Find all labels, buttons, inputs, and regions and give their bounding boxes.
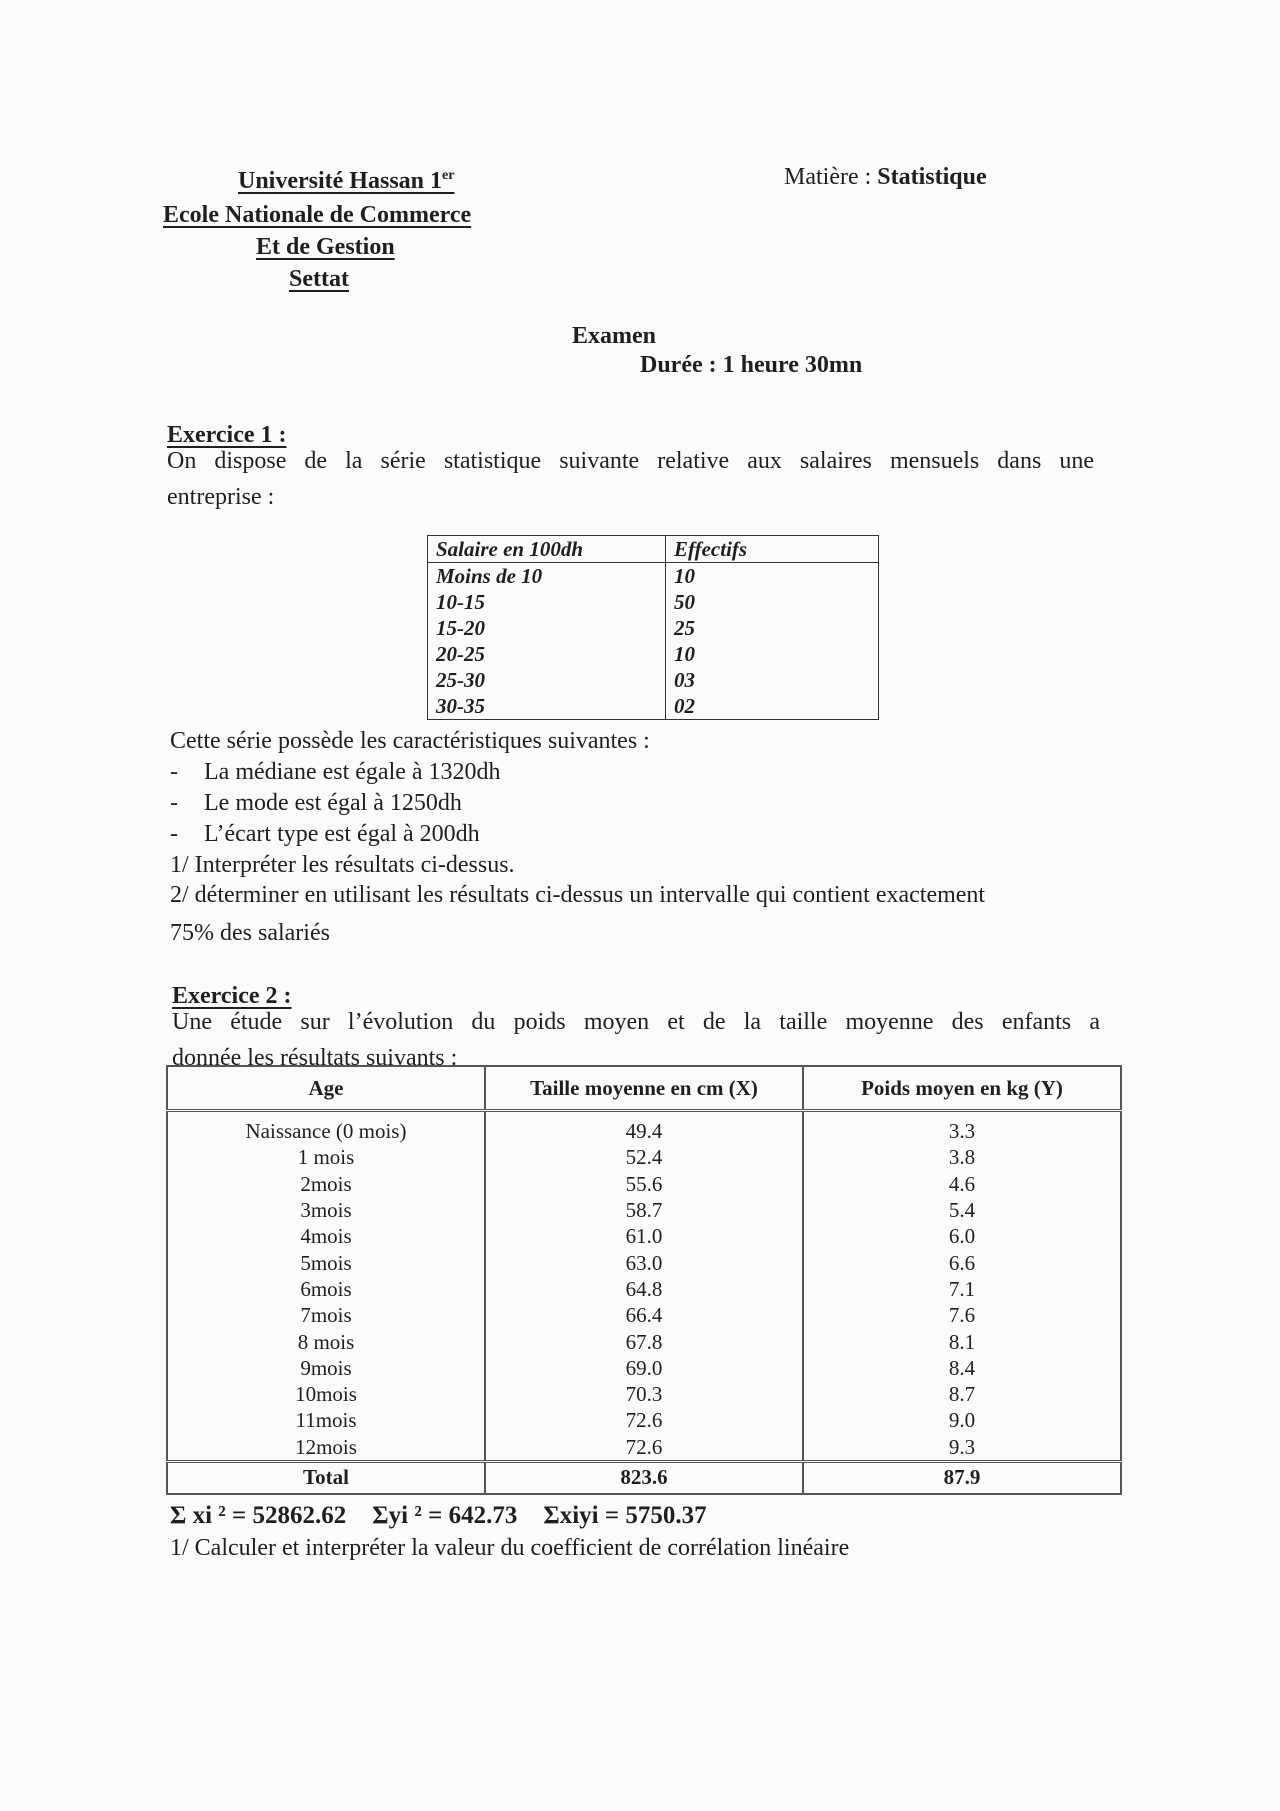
- total-row: [167, 1461, 1121, 1494]
- column-header-salary: Salaire en 100dh: [428, 536, 666, 563]
- table-row: [167, 1223, 1121, 1249]
- table-header-row: [428, 536, 879, 563]
- exam-title: Examen: [572, 323, 656, 349]
- height-cell: 63.0: [485, 1249, 803, 1275]
- salary-class: 15-20: [428, 615, 666, 641]
- sums-line: [170, 1502, 733, 1530]
- age-cell: 4mois: [167, 1223, 485, 1249]
- weight-cell: 3.8: [803, 1144, 1121, 1170]
- table-row: [167, 1249, 1121, 1275]
- exercise-1-intro-line2: entreprise :: [167, 484, 275, 510]
- effectif: 25: [666, 615, 879, 641]
- table-row: [167, 1407, 1121, 1433]
- column-header-age: Age: [167, 1066, 485, 1111]
- age-cell: 1 mois: [167, 1144, 485, 1170]
- weight-cell: 6.0: [803, 1223, 1121, 1249]
- table-row: [428, 641, 879, 667]
- exercise-2-intro-line2: donnée les résultats suivants :: [172, 1045, 458, 1071]
- exercise-1-title: Exercice 1 :: [167, 422, 287, 448]
- column-header-weight: Poids moyen en kg (Y): [803, 1066, 1121, 1111]
- table-row: [428, 693, 879, 720]
- weight-cell: 8.1: [803, 1328, 1121, 1354]
- age-cell: 8 mois: [167, 1328, 485, 1354]
- bullet-mode: - Le mode est égal à 1250dh: [170, 790, 462, 816]
- table-row: [167, 1381, 1121, 1407]
- exercise-2-intro-line1: Une étude sur l’évolution du poids moyen et de la taille moyenne des enfants a: [172, 1009, 1100, 1035]
- city: Settat: [289, 266, 349, 292]
- weight-cell: 5.4: [803, 1197, 1121, 1223]
- salary-class: 30-35: [428, 693, 666, 720]
- salary-class: 10-15: [428, 589, 666, 615]
- height-cell: 67.8: [485, 1328, 803, 1354]
- effectif: 50: [666, 589, 879, 615]
- question-2-1: 1/ Calculer et interpréter la valeur du coefficient de corrélation linéaire: [170, 1535, 850, 1561]
- height-cell: 52.4: [485, 1144, 803, 1170]
- table-row: [167, 1434, 1121, 1462]
- table-row: [428, 615, 879, 641]
- table-row: [167, 1302, 1121, 1328]
- salary-table: [427, 535, 879, 720]
- height-cell: 58.7: [485, 1197, 803, 1223]
- exercise-2-title: Exercice 2 :: [172, 983, 292, 1009]
- age-cell: Naissance (0 mois): [167, 1118, 485, 1144]
- bullet-median: - La médiane est égale à 1320dh: [170, 759, 501, 785]
- age-cell: 11mois: [167, 1407, 485, 1433]
- growth-table: [166, 1065, 1122, 1495]
- age-cell: 10mois: [167, 1381, 485, 1407]
- salary-class: 25-30: [428, 667, 666, 693]
- height-cell: 49.4: [485, 1118, 803, 1144]
- question-1-2-line2: 75% des salariés: [170, 920, 330, 946]
- weight-cell: 6.6: [803, 1249, 1121, 1275]
- age-cell: 12mois: [167, 1434, 485, 1462]
- sum-yi-squared: Σyi ² = 642.73: [372, 1502, 518, 1529]
- table-row: [167, 1171, 1121, 1197]
- effectif: 03: [666, 667, 879, 693]
- table-row: [167, 1328, 1121, 1354]
- table-row: [167, 1355, 1121, 1381]
- weight-cell: 3.3: [803, 1118, 1121, 1144]
- height-cell: 69.0: [485, 1355, 803, 1381]
- weight-cell: 7.1: [803, 1276, 1121, 1302]
- effectif: 10: [666, 563, 879, 590]
- table-row: [428, 589, 879, 615]
- school-name-line1: Ecole Nationale de Commerce: [163, 202, 472, 228]
- exercise-1-intro-line1: On dispose de la série statistique suivante relative aux salaires mensuels dans une: [167, 448, 1094, 474]
- height-cell: 61.0: [485, 1223, 803, 1249]
- table-row: [167, 1144, 1121, 1170]
- weight-cell: 9.0: [803, 1407, 1121, 1433]
- age-cell: 3mois: [167, 1197, 485, 1223]
- effectif: 10: [666, 641, 879, 667]
- age-cell: 9mois: [167, 1355, 485, 1381]
- salary-class: 20-25: [428, 641, 666, 667]
- height-cell: 64.8: [485, 1276, 803, 1302]
- total-label: Total: [167, 1461, 485, 1494]
- school-name-line2: Et de Gestion: [256, 234, 395, 260]
- question-1-1: 1/ Interpréter les résultats ci-dessus.: [170, 852, 515, 878]
- exam-duration: Durée : 1 heure 30mn: [640, 352, 863, 378]
- salary-class: Moins de 10: [428, 563, 666, 590]
- table-row: [428, 563, 879, 590]
- height-cell: 72.6: [485, 1407, 803, 1433]
- weight-cell: 4.6: [803, 1171, 1121, 1197]
- sum-xi-squared: Σ xi ² = 52862.62: [170, 1502, 347, 1529]
- table-header-row: [167, 1066, 1121, 1111]
- weight-cell: 9.3: [803, 1434, 1121, 1462]
- weight-cell: 8.4: [803, 1355, 1121, 1381]
- table-row: [428, 667, 879, 693]
- height-cell: 66.4: [485, 1302, 803, 1328]
- question-1-2-line1: 2/ déterminer en utilisant les résultats ci-dessus un intervalle qui contient exactement: [170, 882, 986, 908]
- age-cell: 6mois: [167, 1276, 485, 1302]
- characteristics-intro: Cette série possède les caractéristiques suivantes :: [170, 728, 650, 754]
- age-cell: 5mois: [167, 1249, 485, 1275]
- total-height: 823.6: [485, 1461, 803, 1494]
- weight-cell: 8.7: [803, 1381, 1121, 1407]
- weight-cell: 7.6: [803, 1302, 1121, 1328]
- subject: Matière : Statistique: [784, 164, 987, 190]
- effectif: 02: [666, 693, 879, 720]
- university-name: Université Hassan 1er: [238, 168, 455, 194]
- age-cell: 2mois: [167, 1171, 485, 1197]
- total-weight: 87.9: [803, 1461, 1121, 1494]
- age-cell: 7mois: [167, 1302, 485, 1328]
- height-cell: 70.3: [485, 1381, 803, 1407]
- column-header-effectifs: Effectifs: [666, 536, 879, 563]
- table-row: [167, 1118, 1121, 1144]
- table-row: [167, 1197, 1121, 1223]
- column-header-height: Taille moyenne en cm (X): [485, 1066, 803, 1111]
- height-cell: 72.6: [485, 1434, 803, 1462]
- table-row: [167, 1276, 1121, 1302]
- bullet-std-dev: - L’écart type est égal à 200dh: [170, 821, 480, 847]
- sum-xiyi: Σxiyi = 5750.37: [543, 1502, 707, 1529]
- height-cell: 55.6: [485, 1171, 803, 1197]
